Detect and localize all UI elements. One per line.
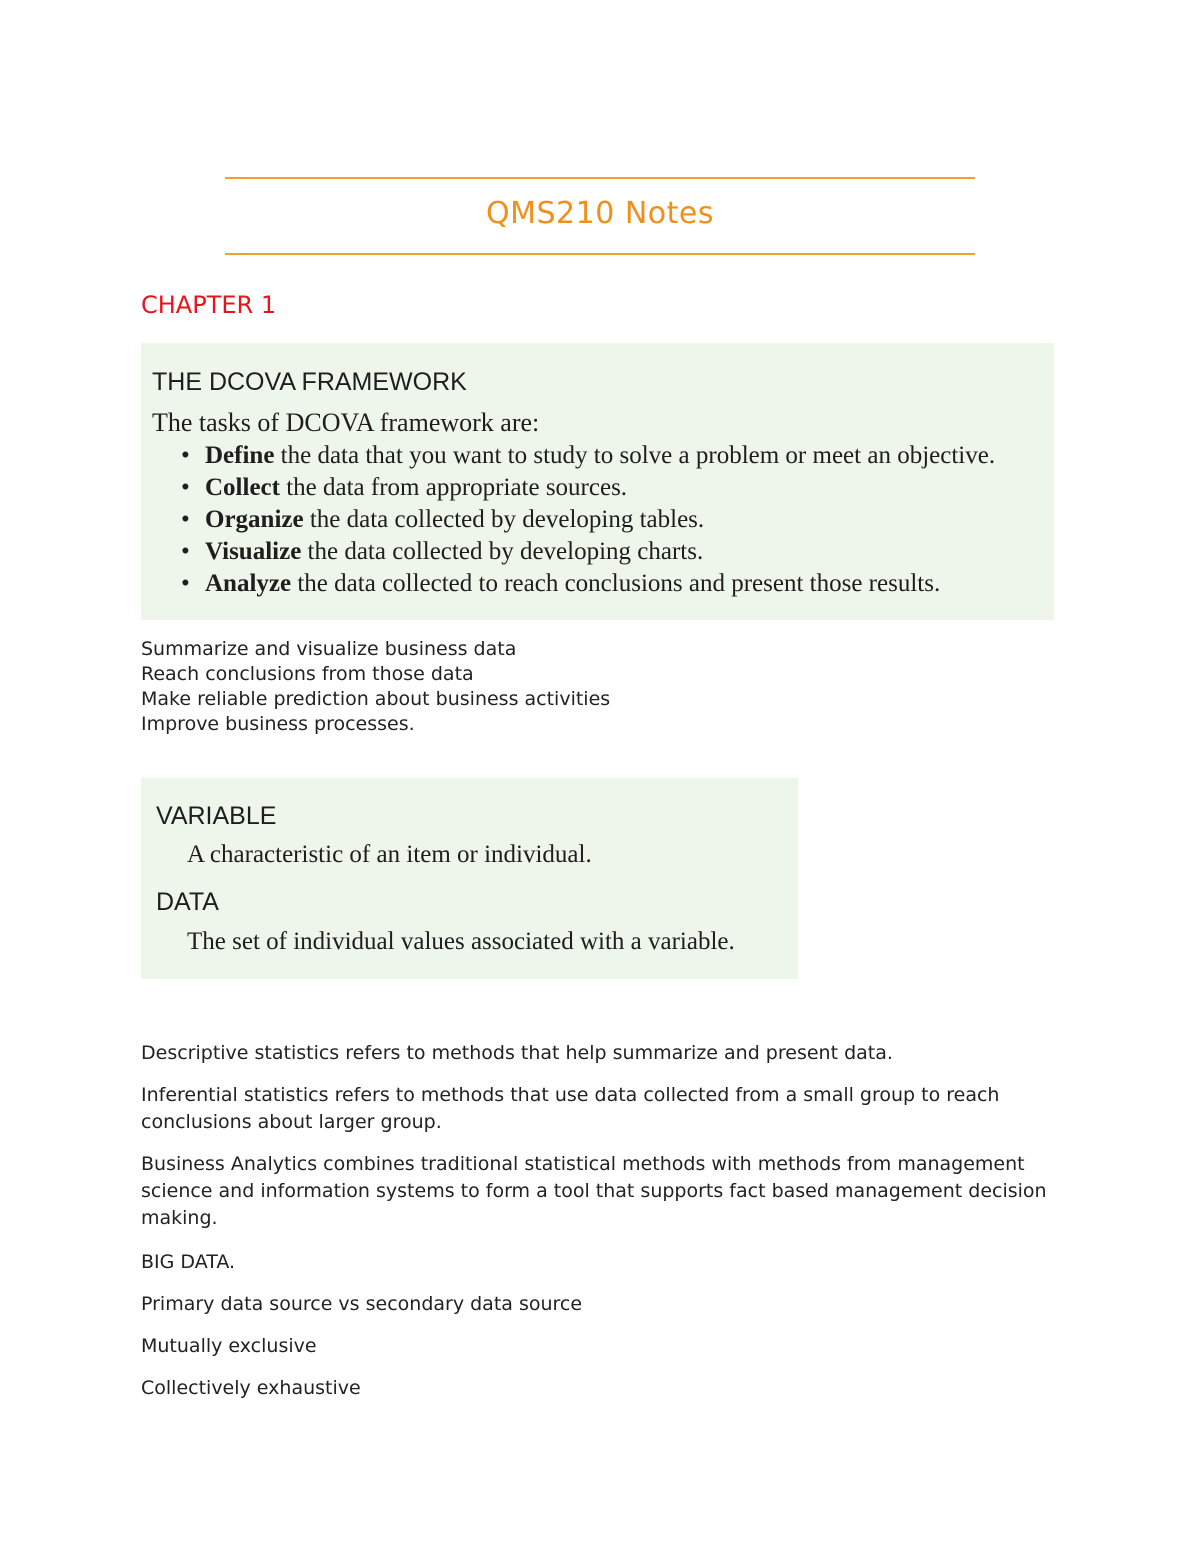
paragraph-descriptive-statistics: Descriptive statistics refers to methods that help summarize and present data. [141,1042,893,1064]
paragraph-inferential-statistics: Inferential statistics refers to methods that use data collected from a small group to reach conclusions about larger group. [141,1084,1000,1133]
use-line-3: Make reliable prediction about business activities [141,688,611,710]
variable-definition: A characteristic of an item or individual. [187,841,592,868]
dcova-heading: THE DCOVA FRAMEWORK [152,368,467,396]
use-line-1: Summarize and visualize business data [141,638,517,660]
task-item-collect: • Collect the data from appropriate sources. [181,474,628,501]
paragraph-business-analytics: Business Analytics combines traditional statistical methods with methods from management science and information systems to form a tool that supports fact based management decision making. [141,1153,1047,1229]
task-item-organize: • Organize the data collected by developing tables. [181,506,705,533]
chapter-heading: CHAPTER 1 [141,291,277,319]
data-definition: The set of individual values associated with a variable. [187,928,735,955]
dcova-framework-box [141,343,1054,620]
dcova-task-list [181,440,995,600]
document-title: QMS210 Notes [486,196,714,231]
paragraph-collectively-exhaustive: Collectively exhaustive [141,1377,361,1399]
title-top-rule [225,177,975,179]
dcova-lead: The tasks of DCOVA framework are: [152,408,540,437]
paragraph-data-source: Primary data source vs secondary data source [141,1293,583,1315]
paragraph-big-data: BIG DATA. [141,1251,236,1273]
task-item-define: • Define the data that you want to study to solve a problem or meet an objective. [181,442,996,469]
variable-heading: VARIABLE [156,802,277,830]
use-line-4: Improve business processes. [141,713,415,735]
definitions-box [141,778,798,979]
title-bottom-rule [225,253,975,255]
data-heading: DATA [156,888,219,916]
task-item-visualize: • Visualize the data collected by developing charts. [181,538,704,565]
task-item-analyze: • Analyze the data collected to reach conclusions and present those results. [181,570,941,597]
paragraph-mutually-exclusive: Mutually exclusive [141,1335,317,1357]
use-line-2: Reach conclusions from those data [141,663,474,685]
